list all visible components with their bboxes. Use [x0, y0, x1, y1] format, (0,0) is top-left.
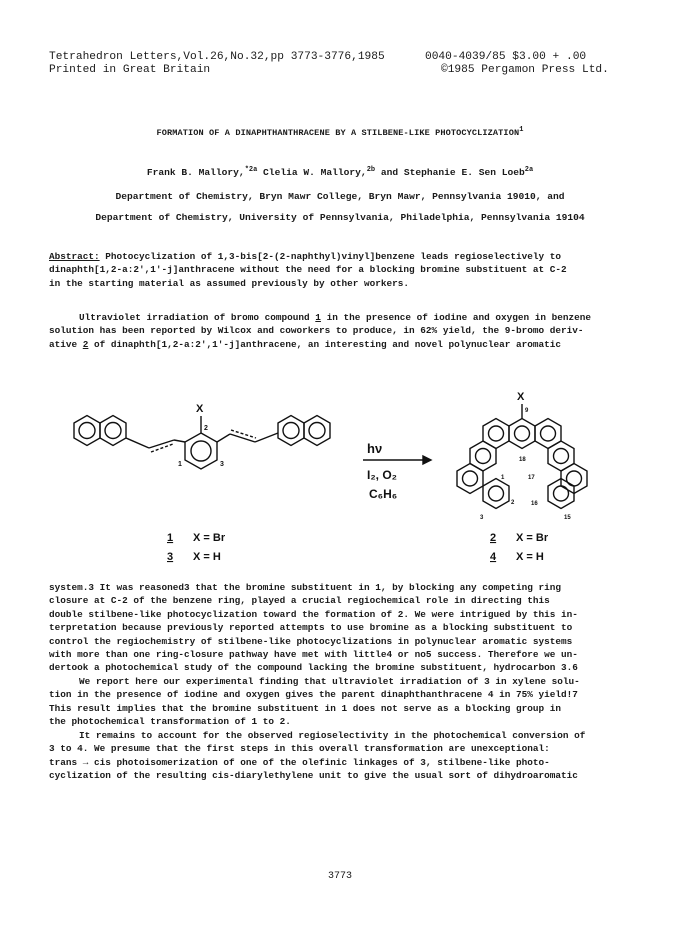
issn-price: 0040-4039/85 $3.00 + .00: [425, 51, 587, 63]
substituent-x-left: X: [196, 403, 204, 415]
hv-label: hν: [367, 441, 383, 456]
substituent-x-right: X: [517, 391, 525, 403]
compound-2-desc: X = Br: [516, 532, 549, 544]
compound-1-desc: X = Br: [193, 532, 226, 544]
locant-3-product: 3: [480, 515, 484, 521]
affiliation-2: Department of Chemistry, University of Pennsylvania, Philadelphia, Pennsylvania 19104: [95, 212, 585, 223]
reaction-scheme: [49, 378, 629, 578]
copyright-line: ©1985 Pergamon Press Ltd.: [441, 64, 609, 76]
locant-16: 16: [531, 501, 538, 507]
reagent-benzene: C₆H₆: [369, 487, 398, 501]
locant-15: 15: [564, 515, 571, 521]
article-title: FORMATION OF A DINAPHTHANTHRACENE BY A STILBENE-LIKE PHOTOCYCLIZATION$^1$: [156, 126, 524, 138]
compound-2-number: 2: [490, 532, 497, 544]
locant-1: 1: [178, 461, 182, 468]
journal-citation: Tetrahedron Letters,Vol.26,No.32,pp 3773-3776,1985: [49, 51, 385, 63]
locant-1-product: 1: [501, 475, 505, 481]
compound-3-desc: X = H: [193, 551, 221, 563]
locant-17: 17: [528, 475, 535, 481]
abstract: Abstract: Photocyclization of 1,3-bis[2-(2-naphthyl)vinyl]benzene leads regioselectively to dinaphth[1,2-a:2',1'-j]anthracene without the need for a blocking bromine substituent at C-2 in the starting material as assumed previously by other workers.: [49, 251, 567, 289]
paragraph-system: system.3 It was reasoned3 that the bromine substituent in 1, by blocking any competing ring closure at C-2 of the benzene ring, played a crucial regiochemical role in directing this double stilbene-like photocyclization toward the formation of 2. We were intrigued by this in- terpretation because previously reported attempts to use bromine as a blocking substituent to control the regiochemistry of stilbene-like photocyclizations in polynuclear aromatic systems with more than one ring-closure pathway have met with little4 or no5 success. Therefore we un- dertook a photochemical study of the compound lacking the bromine substituent, hydrocarbon 3.6: [49, 582, 578, 674]
author-line: Frank B. Mallory,$^{*2a}$ Clelia W. Mallory,$^{2b}$ and Stephanie E. Sen Loeb$^{2a}$: [146, 166, 534, 178]
compound-3-number: 3: [167, 551, 174, 563]
compound-4-desc: X = H: [516, 551, 544, 563]
compound-1-number: 1: [167, 532, 174, 544]
paragraph-findings: We report here our experimental finding that ultraviolet irradiation of 3 in xylene solu- tion in the presence of iodine and oxygen gives the parent dinaphthanthracene 4 in 75% yield!7 This result implies that the bromine substituent in 1 does not serve as a blocking group in the photochemical transformation of 1 to 2.: [49, 676, 580, 728]
locant-2: 2: [204, 425, 208, 432]
locant-9: 9: [525, 408, 529, 414]
locant-2-product: 2: [511, 500, 515, 506]
reagent-iodine-oxygen: I₂, O₂: [367, 468, 397, 482]
locant-18: 18: [519, 457, 526, 463]
printed-in: Printed in Great Britain: [49, 64, 211, 76]
paragraph-mechanism: It remains to account for the observed regioselectivity in the photochemical conversion of 3 to 4. We presume that the first steps in this overall transformation are unexceptional: trans → cis photoisomerization of one of the olefinic linkages of 3, stilbene-like photo- cyclization of the resulting cis-diarylethylene unit to give the usual sort of dihydroaromatic: [49, 730, 586, 782]
affiliation-1: Department of Chemistry, Bryn Mawr College, Bryn Mawr, Pennsylvania 19010, and: [115, 191, 565, 202]
compound-4-number: 4: [490, 551, 497, 563]
paragraph-intro: Ultraviolet irradiation of bromo compound 1 in the presence of iodine and oxygen in benzene solution has been reported by Wilcox and coworkers to produce, in 62% yield, the 9-bromo deriv- ative 2 of dinaphth[1,2-a:2',1'-j]anthracene, an interesting and novel polynuclear aromatic: [49, 312, 591, 350]
locant-3: 3: [220, 461, 224, 468]
page-number: 3773: [327, 871, 352, 882]
